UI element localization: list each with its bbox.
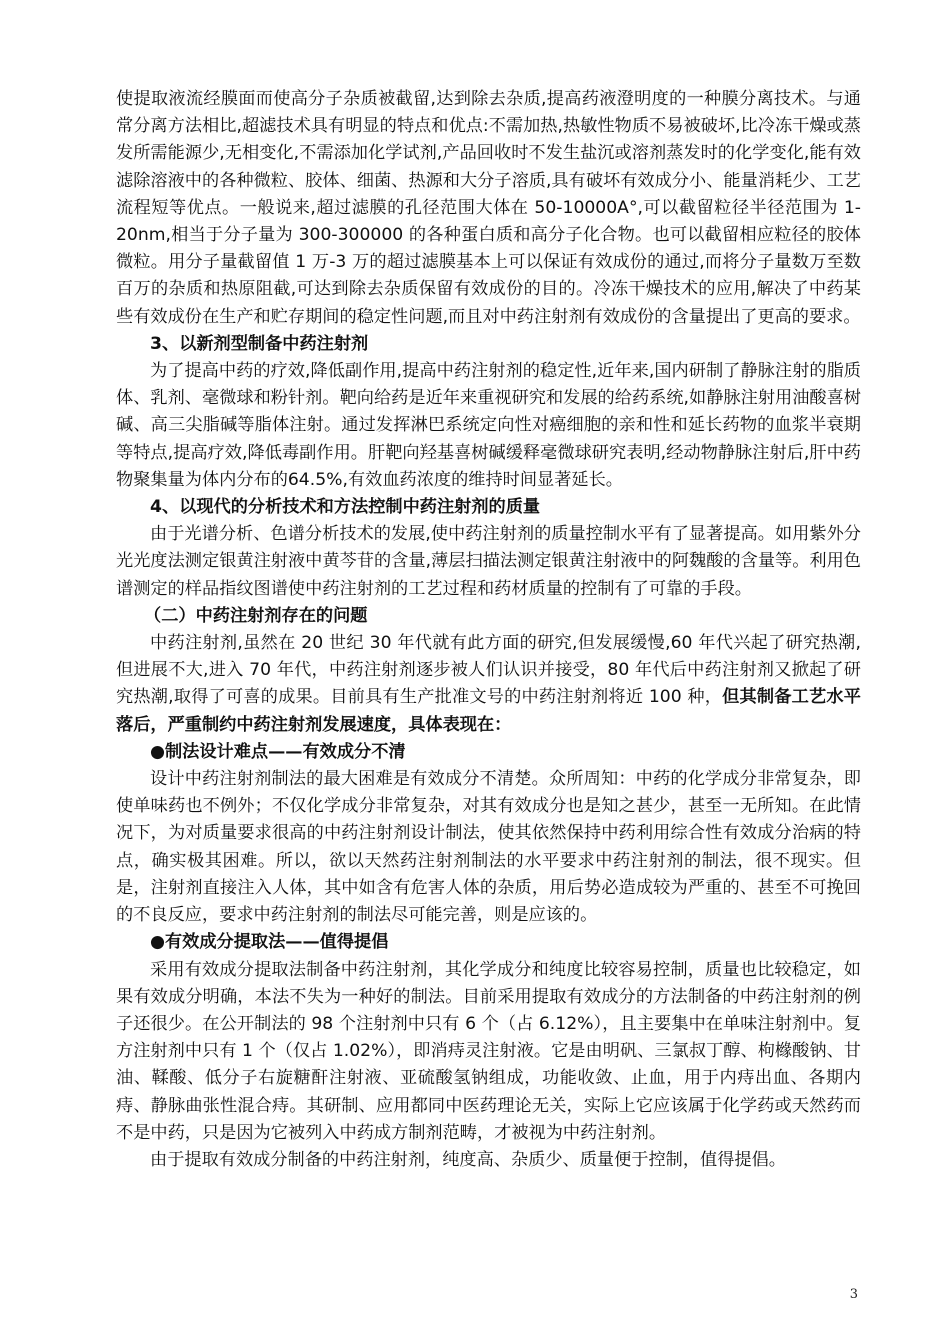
body-paragraph: 采用有效成分提取法制备中药注射剂，其化学成分和纯度比较容易控制，质量也比较稳定，如果有效成分明确，本法不失为一种好的制法。目前采用提取有效成分的方法制备的中药注射剂的例子还很少。在公开制法的 98 个注射剂中只有 6 个（占 6.12%），且主要集中在单味注射剂中。复方注射剂中只有 1 个（仅占 1.02%），即消痔灵注射液。它是由明矾、三氯叔丁醇、枸橼酸钠、甘油、鞣酸、低分子右旋糖酐注射液、亚硫酸氢钠组成，功能收敛、止血，用于内痔出血、各期内痔、静脉曲张性混合痔。其研制、应用都同中医药理论无关，实际上它应该属于化学药或天然药而不是中药，只是因为它被列入中药成方制剂范畴，才被视为中药注射剂。 — [116, 959, 861, 1143]
document-page — [116, 86, 861, 1174]
body-paragraph: 为了提高中药的疗效,降低副作用,提高中药注射剂的稳定性,近年来,国内研制了静脉注射的脂质体、乳剂、毫微球和粉针剂。靶向给药是近年来重视研究和发展的给药系统,如静脉注射用油酸喜树碱、高三尖脂碱等脂体注射。通过发挥淋巴系统定向性对癌细胞的亲和性和延长药物的血浆半衰期等特点,提高疗效,降低毒副作用。肝靶向羟基喜树碱缓释毫微球研究表明,经动物静脉注射后,肝中药物聚集量为体内分布的64.5%,有效血药浓度的维持时间显著延长。 — [116, 361, 861, 490]
section-heading: 3、以新剂型制备中药注射剂 — [150, 333, 369, 354]
section-heading: （二）中药注射剂存在的问题 — [144, 605, 368, 626]
section-heading: 4、以现代的分析技术和方法控制中药注射剂的质量 — [150, 497, 541, 518]
body-paragraph-mixed — [116, 630, 861, 739]
body-paragraph: 使提取液流经膜面而使高分子杂质被截留,达到除去杂质,提高药液澄明度的一种膜分离技术。与通常分离方法相比,超滤技术具有明显的特点和优点:不需加热,热敏性物质不易被破坏,比冷冻干燥或蒸发所需能源少,无相变化,不需添加化学试剂,产品回收时不发生盐沉或溶剂蒸发时的化学变化,能有效滤除溶液中的各种微粒、胶体、细菌、热源和大分子溶质,具有破坏有效成分小、能量消耗少、工艺流程短等优点。一般说来,超过滤膜的孔径范围大体在 50-10000A°,可以截留粒径半径范围为 1-20nm,相当于分子量为 300-300000 的各种蛋白质和高分子化合物。也可以截留相应粒径的胶体微粒。用分子量截留值 1 万-3 万的超过滤膜基本上可以保证有效成份的通过,而将分子量数万至数百万的杂质和热原阻截,可达到除去杂质保留有效成份的目的。冷冻干燥技术的应用,解决了中药某些有效成份在生产和贮存期间的稳定性问题,而且对中药注射剂有效成份的含量提出了更高的要求。 — [116, 89, 861, 327]
bullet-heading: ●有效成分提取法——值得提倡 — [150, 932, 389, 953]
body-paragraph: 由于提取有效成分制备的中药注射剂，纯度高、杂质少、质量便于控制，值得提倡。 — [150, 1149, 786, 1170]
page-number: 3 — [849, 1287, 858, 1302]
bold-text-run: 但其制备工艺水平落后，严重制约中药注射剂发展速度，具体表现在： — [116, 687, 861, 735]
body-text-run: 中药注射剂,虽然在 20 世纪 30 年代就有此方面的研究,但发展缓慢,60 年代兴起了研究热潮,但进展不大,进入 70 年代，中药注射剂逐步被人们认识并接受，80 年代后中药注射剂又掀起了研究热潮,取得了可喜的成果。目前具有生产批准文号的中药注射剂将近 100 种， — [116, 633, 861, 708]
body-paragraph: 设计中药注射剂制法的最大困难是有效成分不清楚。众所周知：中药的化学成分非常复杂，即使单味药也不例外；不仅化学成分非常复杂，对其有效成分也是知之甚少，甚至一无所知。在此情况下，为对质量要求很高的中药注射剂设计制法，使其依然保持中药利用综合性有效成分治病的特点，确实极其困难。所以，欲以天然药注射剂制法的水平要求中药注射剂的制法，很不现实。但是，注射剂直接注入人体，其中如含有危害人体的杂质，用后势必造成较为严重的、甚至不可挽回的不良反应，要求中药注射剂的制法尽可能完善，则是应该的。 — [116, 769, 861, 926]
bullet-heading: ●制法设计难点——有效成分不清 — [150, 741, 406, 762]
body-paragraph: 由于光谱分析、色谱分析技术的发展,使中药注射剂的质量控制水平有了显著提高。如用紫外分光光度法测定银黄注射液中黄芩苷的含量,薄层扫描法测定银黄注射液中的阿魏酸的含量等。利用色谱测定的样品指纹图谱使中药注射剂的工艺过程和药材质量的控制有了可靠的手段。 — [116, 524, 861, 599]
